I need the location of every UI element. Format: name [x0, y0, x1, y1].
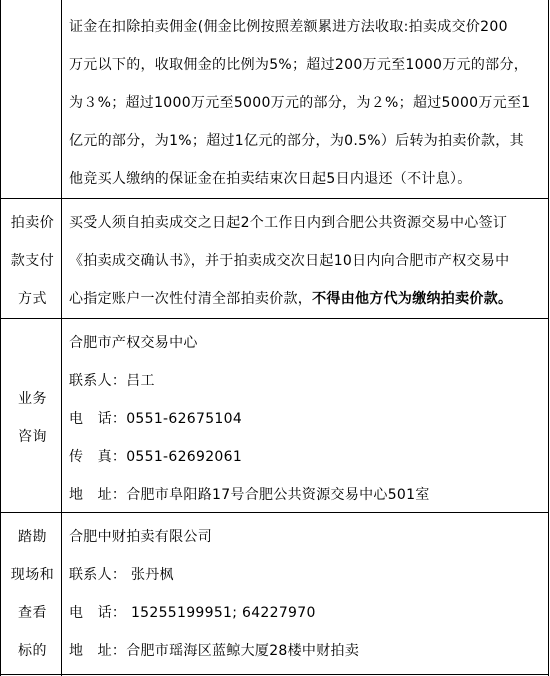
payment-method-text-bold: 不得由他方代为缴纳拍卖价款。 — [312, 291, 513, 307]
inspection-label: 踏勘 — [18, 529, 47, 545]
consultation-text-line: 合肥市产权交易中心 — [69, 335, 198, 351]
table-border-bottom — [0, 674, 549, 675]
consultation-text-line: 传 真：0551-62692061 — [69, 449, 243, 465]
row-divider-2 — [0, 318, 549, 319]
payment-method-label: 方式 — [18, 291, 47, 307]
inspection-text-line: 联系人： 张丹枫 — [69, 567, 174, 583]
row-divider-1 — [0, 198, 549, 199]
inspection-label: 查看 — [18, 605, 47, 621]
consultation-label: 业务 — [18, 391, 47, 407]
inspection-text-line: 电 话： 15255199951; 64227970 — [69, 605, 316, 621]
inspection-text-line: 地 址：合肥市瑶海区蓝鲸大厦28楼中财拍卖 — [69, 643, 360, 659]
consultation-text-line: 联系人：吕工 — [69, 373, 155, 389]
deposit-text-line: 万元以下的，收取佣金的比例为5%；超过200万元至1000万元的部分， — [69, 57, 529, 73]
payment-method-text-normal: 心指定账户一次性付清全部拍卖价款， — [69, 291, 313, 307]
payment-method-text-line: 《拍卖成交确认书》，并于拍卖成交次日起10日内向合肥市产权交易中 — [69, 253, 510, 269]
consultation-text-line: 地 址：合肥市阜阳路17号合肥公共资源交易中心501室 — [69, 487, 430, 503]
inspection-text-line: 合肥中财拍卖有限公司 — [69, 529, 212, 545]
table-border-right — [548, 0, 549, 676]
payment-method-text-line — [69, 288, 512, 308]
row-divider-3 — [0, 512, 549, 513]
consultation-text-line: 电 话：0551-62675104 — [69, 411, 243, 427]
payment-method-text-line: 买受人须自拍卖成交之日起2个工作日内到合肥公共资源交易中心签订 — [69, 215, 508, 231]
inspection-label: 现场和 — [10, 567, 55, 583]
deposit-text-line: 证金在扣除拍卖佣金(佣金比例按照差额累进方法收取:拍卖成交价200 — [69, 19, 508, 35]
deposit-text-line: 亿元的部分，为1%；超过1亿元的部分，为0.5%）后转为拍卖价款，其 — [69, 133, 524, 149]
table-border-left — [0, 0, 1, 676]
deposit-text-line: 他竞买人缴纳的保证金在拍卖结束次日起5日内退还（不计息）。 — [69, 171, 472, 187]
deposit-text-line: 为３%；超过1000万元至5000万元的部分，为２%；超过5000万元至1 — [69, 95, 531, 111]
payment-method-label: 款支付 — [10, 253, 55, 269]
table-column-divider — [61, 0, 62, 676]
inspection-label: 标的 — [18, 643, 47, 659]
payment-method-label: 拍卖价 — [10, 215, 55, 231]
consultation-label: 咨询 — [18, 429, 47, 445]
